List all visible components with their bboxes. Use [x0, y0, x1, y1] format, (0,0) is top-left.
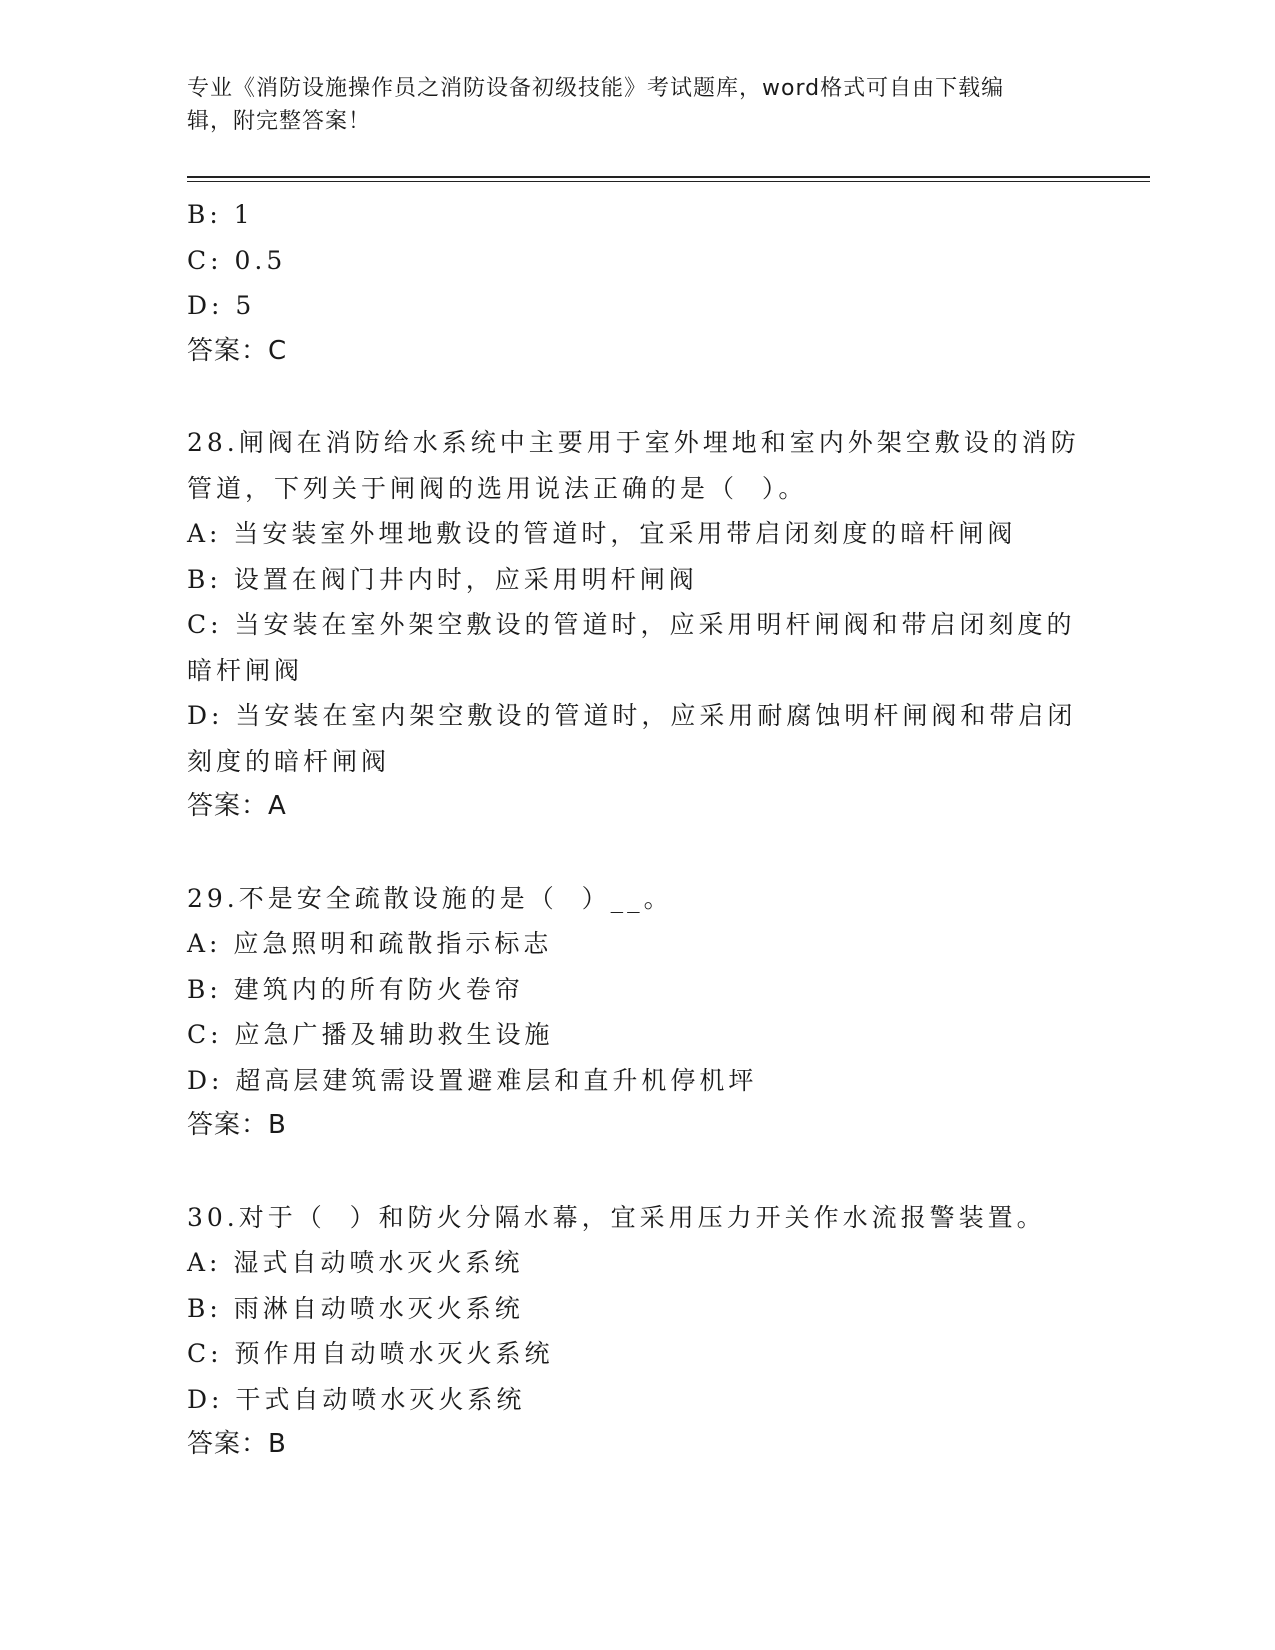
option-b: B: 建筑内的所有防火卷帘	[187, 974, 524, 1004]
option-d: D: 干式自动喷水灭火系统	[187, 1384, 526, 1414]
question-stem: 29.不是安全疏散设施的是（ ）__。	[187, 883, 673, 913]
option-c-continued: 暗杆闸阀	[187, 655, 304, 685]
question-stem: 28.闸阀在消防给水系统中主要用于室外埋地和室内外架空敷设的消防	[187, 428, 1080, 457]
header-line-2: 辑，附完整答案！	[187, 109, 372, 134]
option-d: D: 超高层建筑需设置避难层和直升机停机坪	[187, 1065, 758, 1095]
question-stem: 管道，下列关于闸阀的选用说法正确的是（ ）。	[187, 473, 808, 503]
answer-line: 答案：C	[187, 335, 288, 366]
question-list	[187, 192, 1087, 1468]
document-header	[187, 72, 1067, 138]
option-c: C: 预作用自动喷水灭火系统	[187, 1339, 554, 1368]
option-a: A: 湿式自动喷水灭火系统	[187, 1248, 524, 1277]
answer-line: 答案：A	[187, 791, 287, 821]
option-b: B: 1	[187, 200, 254, 229]
option-a: A: 当安装室外埋地敷设的管道时，宜采用带启闭刻度的暗杆闸阀	[187, 519, 1017, 548]
option-b: B: 雨淋自动喷水灭火系统	[187, 1293, 524, 1323]
header-divider-thin	[187, 181, 1150, 182]
option-d-continued: 刻度的暗杆闸阀	[187, 746, 391, 776]
question-stem: 30.对于（ ）和防火分隔水幕，宜采用压力开关作水流报警装置。	[187, 1202, 1046, 1232]
header-divider-thick	[187, 176, 1150, 178]
answer-line: 答案：B	[187, 1110, 287, 1140]
question-30	[187, 1195, 1087, 1468]
question-29	[187, 876, 1087, 1149]
option-c: C: 应急广播及辅助救生设施	[187, 1020, 554, 1049]
question-28	[187, 420, 1087, 830]
option-d: D: 当安装在室内架空敷设的管道时，应采用耐腐蚀明杆闸阀和带启闭	[187, 701, 1077, 730]
option-c: C: 0.5	[187, 245, 287, 275]
option-d: D: 5	[187, 291, 256, 320]
option-b: B: 设置在阀门井内时，应采用明杆闸阀	[187, 564, 698, 594]
option-a: A: 应急照明和疏散指示标志	[187, 929, 553, 958]
option-c: C: 当安装在室外架空敷设的管道时，应采用明杆闸阀和带启闭刻度的	[187, 610, 1076, 639]
header-line-1: 专业《消防设施操作员之消防设备初级技能》考试题库，word格式可自由下载编	[187, 76, 1005, 101]
previous-question-tail	[187, 192, 1087, 374]
answer-line: 答案：B	[187, 1429, 287, 1459]
